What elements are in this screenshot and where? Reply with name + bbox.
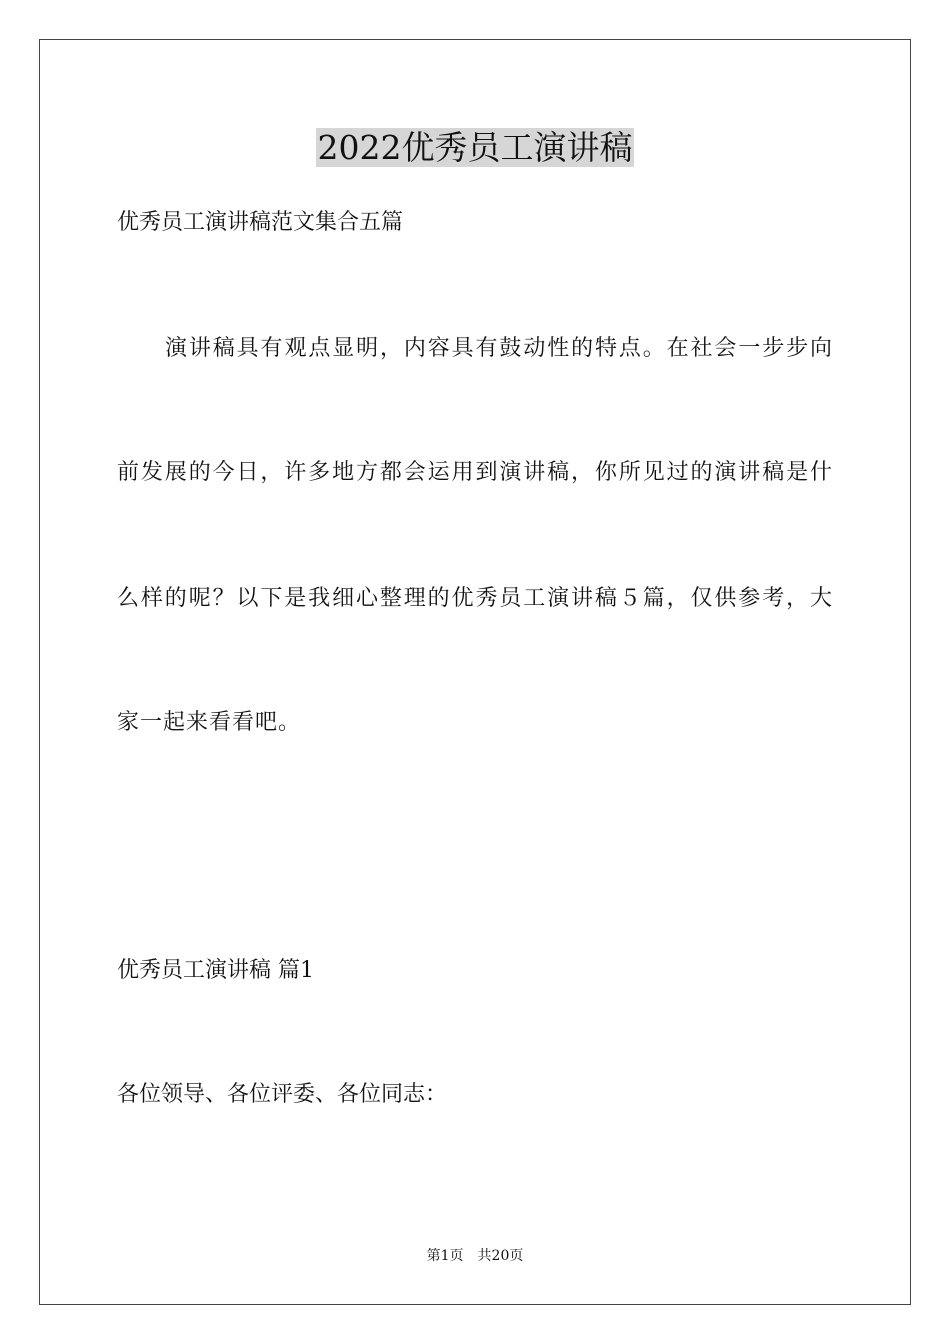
page-number: 第1页: [426, 1248, 464, 1264]
intro-line-2: 前发展的今日，许多地方都会运用到演讲稿，你所见过的演讲稿是什: [117, 460, 833, 485]
page-footer: [0, 1246, 950, 1266]
intro-line-3: 么样的呢？以下是我细心整理的优秀员工演讲稿５篇，仅供参考，大: [117, 586, 833, 611]
salutation: 各位领导、各位评委、各位同志：: [117, 1082, 448, 1107]
intro-line-4: 家一起来看看吧。: [117, 710, 302, 735]
document-title-text: 2022优秀员工演讲稿: [317, 128, 633, 167]
intro-line-1: 演讲稿具有观点显明，内容具有鼓动性的特点。在社会一步步向: [165, 336, 833, 361]
page-total: 共20页: [477, 1248, 524, 1264]
section-heading: 优秀员工演讲稿 篇1: [117, 958, 314, 983]
document-subtitle: 优秀员工演讲稿范文集合五篇: [117, 210, 404, 235]
document-title: [0, 126, 950, 170]
